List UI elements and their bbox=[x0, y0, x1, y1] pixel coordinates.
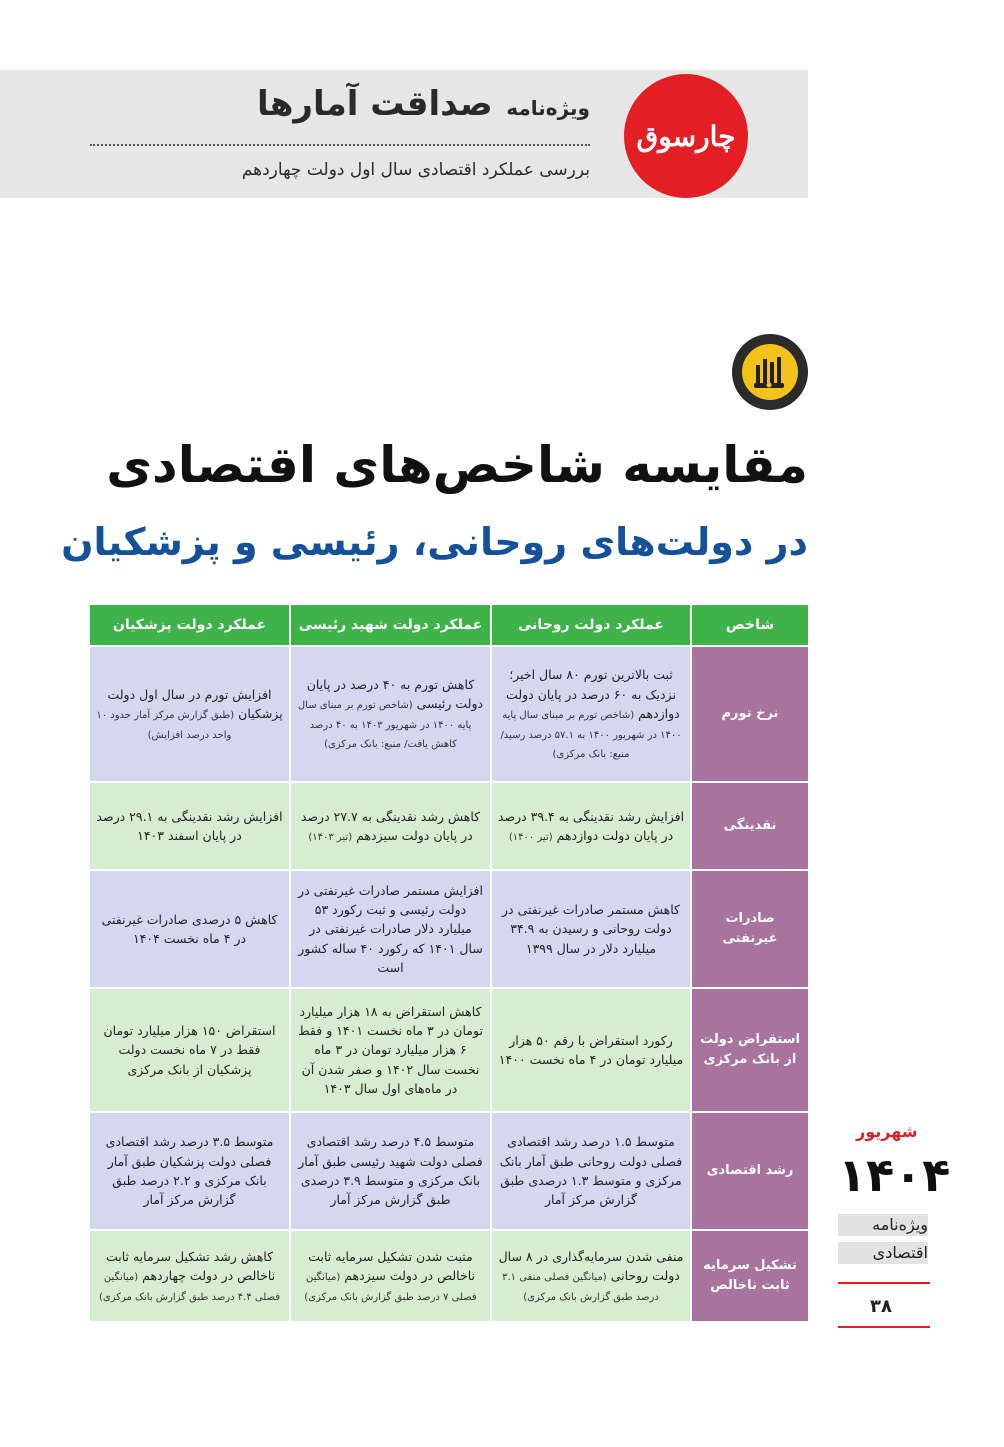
issue-year: ۱۴۰۴ bbox=[838, 1148, 951, 1202]
header-subtitle: بررسی عملکرد اقتصادی سال اول دولت چهاردهم bbox=[241, 160, 590, 180]
header-pezeshkian: عملکرد دولت پزشکیان bbox=[89, 604, 290, 646]
cell-text: افزایش رشد نقدینگی به ۲۹.۱ درصد در پایان اسفند ۱۴۰۳ bbox=[96, 808, 283, 843]
table-row bbox=[89, 988, 809, 1112]
header-raisi: عملکرد دولت شهید رئیسی bbox=[290, 604, 491, 646]
cell-text: مثبت شدن تشکیل سرمایه ثابت ناخالص در دولت سیزدهم bbox=[308, 1248, 476, 1284]
table-header-row bbox=[89, 604, 809, 646]
cell-text: کاهش استقراض به ۱۸ هزار میلیارد تومان در ۳ ماه نخست ۱۴۰۱ و فقط ۶ هزار میلیارد تومان در ۳ ماه نخست سال ۱۴۰۲ و صفر شدن آن در ماه‌های اول سال ۱۴۰۳ bbox=[298, 1003, 483, 1097]
cell-text: متوسط ۱.۵ درصد رشد اقتصادی فصلی دولت روحانی طبق آمار بانک مرکزی و متوسط ۱.۳ درصدی طبق گزارش مرکز آمار bbox=[499, 1134, 683, 1208]
table-row bbox=[89, 1230, 809, 1322]
cell-text: افزایش مستمر صادرات غیرنفتی در دولت رئیسی و ثبت رکورد ۵۳ میلیارد دلار صادرات غیرنفتی در سال ۱۴۰۱ که رکورد ۴۰ ساله کشور است bbox=[298, 882, 483, 976]
issue-label-1: ویژه‌نامه bbox=[838, 1214, 928, 1236]
indicator-cell: نقدینگی bbox=[691, 782, 809, 870]
header-divider bbox=[90, 144, 590, 146]
cell-note: (میانگین فصلی ۷ درصد طبق گزارش بانک مرکزی) bbox=[304, 1272, 477, 1303]
cell-text: متوسط ۳.۵ درصد رشد اقتصادی فصلی دولت پزشکیان طبق آمار بانک مرکزی و ۲.۲ درصد طبق گزارش مرکز آمار bbox=[105, 1134, 274, 1208]
header-title-big: صداقت آمارها bbox=[257, 84, 493, 124]
cell-text: کاهش رشد تشکیل سرمایه ثابت ناخالص در دولت چهاردهم bbox=[105, 1248, 276, 1284]
main-title: مقایسه شاخص‌های اقتصادی bbox=[106, 436, 808, 494]
cell-text: کاهش مستمر صادرات غیرنفتی در دولت روحانی و رسیدن به ۳۴.۹ میلیارد دلار در سال ۱۳۹۹ bbox=[502, 901, 680, 956]
cell-text: ثبت بالاترین تورم ۸۰ سال اخیر؛ نزدیک به ۶۰ درصد در پایان دولت دوازدهم bbox=[506, 667, 680, 722]
cell-text: افزایش تورم در سال اول دولت پزشکیان bbox=[107, 686, 283, 722]
rouhani-cell bbox=[491, 1112, 691, 1230]
pezeshkian-cell bbox=[89, 646, 290, 782]
table-row bbox=[89, 1112, 809, 1230]
raisi-cell bbox=[290, 782, 491, 870]
cell-text: متوسط ۴.۵ درصد رشد اقتصادی فصلی دولت شهید رئیسی طبق آمار بانک مرکزی و متوسط ۳.۹ درصدی طبق گزارش مرکز آمار bbox=[298, 1134, 483, 1208]
cell-note: (طبق گزارش مرکز آمار حدود ۱۰ واحد درصد افزایش) bbox=[96, 710, 235, 741]
cell-note: (شاخص تورم بر مبنای سال پایه ۱۴۰۰ در شهریور ۱۴۰۳ به ۴۰ درصد کاهش یافت/ منبع: بانک مرکزی) bbox=[297, 700, 472, 751]
issue-month: شهریور bbox=[856, 1122, 918, 1141]
rouhani-cell bbox=[491, 782, 691, 870]
cell-text: استقراض ۱۵۰ هزار میلیارد تومان فقط در ۷ ماه نخست دولت پزشکیان از بانک مرکزی bbox=[103, 1022, 276, 1077]
issue-label-2: اقتصادی bbox=[838, 1242, 928, 1264]
header-title-small: ویژه‌نامه bbox=[506, 96, 590, 120]
cell-note: (میانگین فصلی ۴.۴ درصد طبق گزارش بانک مرکزی) bbox=[99, 1272, 280, 1303]
table-row bbox=[89, 646, 809, 782]
cell-text: رکورد استقراض با رقم ۵۰ هزار میلیارد تومان در ۴ ماه نخست ۱۴۰۰ bbox=[498, 1032, 684, 1067]
rouhani-cell bbox=[491, 870, 691, 988]
raisi-cell bbox=[290, 1112, 491, 1230]
icon-inner bbox=[742, 344, 798, 400]
raisi-cell bbox=[290, 646, 491, 782]
indicator-cell: تشکیل سرمایه ثابت ناخالص bbox=[691, 1230, 809, 1322]
cell-text: کاهش ۵ درصدی صادرات غیرنفتی در ۴ ماه نخست ۱۴۰۴ bbox=[101, 911, 278, 946]
side-divider-top bbox=[838, 1282, 930, 1284]
raisi-cell bbox=[290, 988, 491, 1112]
publication-logo bbox=[624, 74, 748, 198]
pezeshkian-cell bbox=[89, 988, 290, 1112]
table-row bbox=[89, 782, 809, 870]
pezeshkian-cell bbox=[89, 1230, 290, 1322]
header-rouhani: عملکرد دولت روحانی bbox=[491, 604, 691, 646]
cell-text: کاهش تورم به ۴۰ درصد در پایان دولت رئیسی bbox=[306, 677, 484, 712]
cell-note: (شاخص تورم بر مبنای سال پایه ۱۴۰۰ در شهریور ۱۴۰۰ به ۵۷.۱ درصد رسید/منبع: بانک مرکزی) bbox=[500, 710, 682, 761]
cell-note: (میانگین فصلی منفی ۳.۱ درصد طبق گزارش بانک مرکزی) bbox=[502, 1272, 659, 1303]
pezeshkian-cell bbox=[89, 782, 290, 870]
pezeshkian-cell bbox=[89, 870, 290, 988]
page-number: ۳۸ bbox=[870, 1296, 892, 1317]
sub-title: در دولت‌های روحانی، رئیسی و پزشکیان bbox=[61, 520, 808, 564]
rouhani-cell bbox=[491, 988, 691, 1112]
cell-text: منفی شدن سرمایه‌گذاری در ۸ سال دولت روحانی bbox=[498, 1248, 684, 1284]
indicator-cell: صادرات غیرنفتی bbox=[691, 870, 809, 988]
header-indicator: شاخص bbox=[691, 604, 809, 646]
cell-note: (تیر ۱۴۰۰) bbox=[508, 831, 553, 843]
indicator-cell: نرخ تورم bbox=[691, 646, 809, 782]
chart-glyph bbox=[751, 353, 789, 391]
raisi-cell bbox=[290, 870, 491, 988]
cell-text: کاهش رشد نقدینگی به ۲۷.۷ درصد در پایان دولت سیزدهم bbox=[300, 808, 481, 843]
rouhani-cell bbox=[491, 1230, 691, 1322]
header-title bbox=[257, 84, 590, 124]
rouhani-cell bbox=[491, 646, 691, 782]
cell-note: (تیر ۱۴۰۳) bbox=[308, 831, 353, 843]
indicator-cell: استقراض دولت از بانک مرکزی bbox=[691, 988, 809, 1112]
comparison-table bbox=[88, 603, 810, 1323]
bar-chart-coins-icon bbox=[732, 334, 808, 410]
raisi-cell bbox=[290, 1230, 491, 1322]
pezeshkian-cell bbox=[89, 1112, 290, 1230]
indicator-cell: رشد اقتصادی bbox=[691, 1112, 809, 1230]
side-divider-bottom bbox=[838, 1326, 930, 1328]
cell-text: افزایش رشد نقدینگی به ۳۹.۴ درصد در پایان دولت دوازدهم bbox=[497, 808, 685, 843]
logo-text: چارسوق bbox=[636, 119, 736, 153]
table-row bbox=[89, 870, 809, 988]
